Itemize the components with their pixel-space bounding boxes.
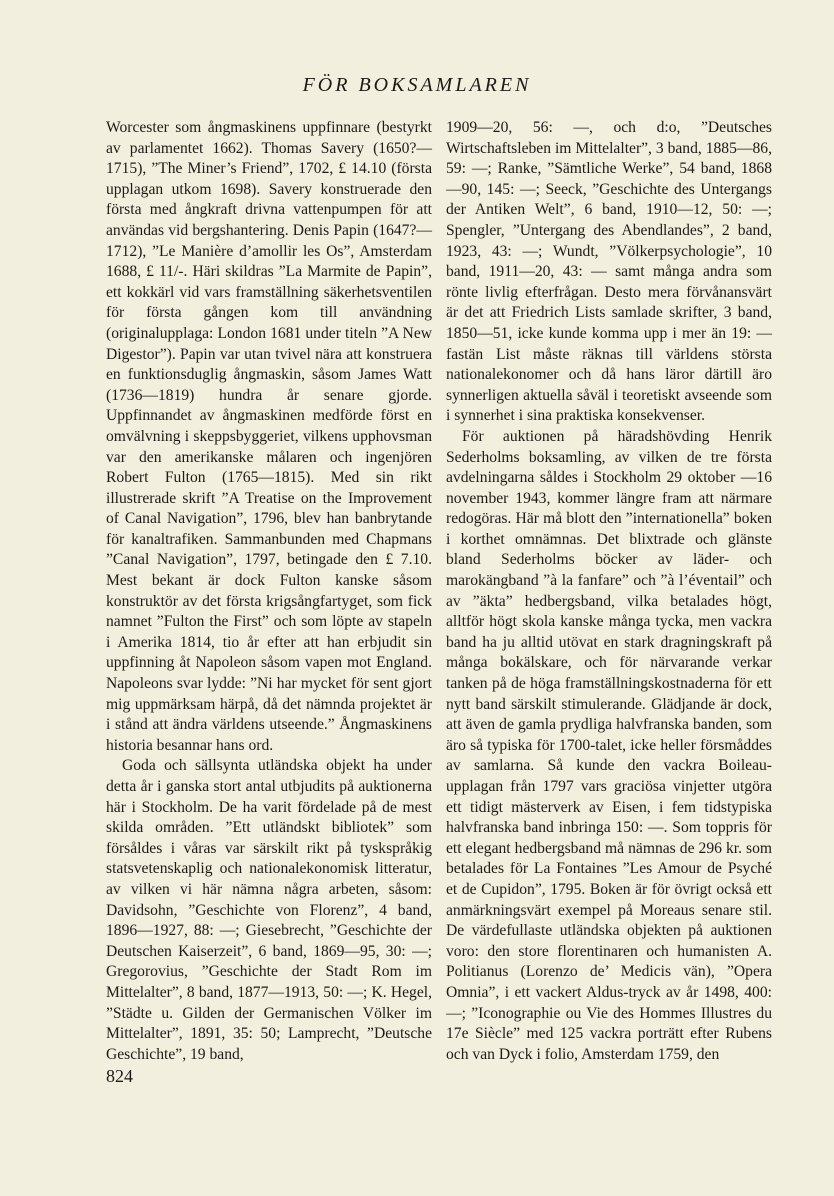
right-column [446,118,772,1065]
page-number: 824 [106,1066,133,1086]
paragraph: Worcester som ångmaskinens uppfinnare (bestyrkt av parlamentet 1662). Thomas Savery (1650?—1715), ”The Miner’s Friend”, 1702, £ 14.10 (första upplagan utkom 1698). Savery konstruerade den första med ångkraft drivna vattenpumpen för att användas vid bergshantering. Denis Papin (1647?—1712), ”Le Manière d’amollir les Os”, Amsterdam 1688, £ 11/-. Häri skildras ”La Marmite de Papin”, ett kokkärl vid vars framställning säkerhetsventilen för första gången kom till användning (originalupplaga: London 1681 under titeln ”A New Digestor”). Papin var utan tvivel nära att konstruera en funktionsduglig ångmaskin, såsom James Watt (1736—1819) hundra år senare gjorde. Uppfinnandet av ångmaskinen medförde först en omvälvning i skeppsbyggeriet, vilkens upphovsman var den amerikanske målaren och ingenjören Robert Fulton (1765—1815). Med sin rikt illustrerade skrift ”A Treatise on the Improvement of Canal Navigation”, 1796, blev han banbrytande för kanaltrafiken. Sammanbunden med Chapmans ”Canal Navigation”, 1797, betingade den £ 7.10. Mest bekant är dock Fulton kanske såsom konstruktör av det första krigsångfartyget, som fick namnet ”Fulton the First” och som löpte av stapeln i Amerika 1814, tio år efter att han erbjudit sin uppfinning åt Napoleon såsom vapen mot England. Napoleons svar lydde: ”Ni har mycket för sent gjort mig uppmärksam härpå, då det nämnda projektet är i stånd att ändra världens utseende.” Ångmaskinens historia besannar hans ord. [106,119,432,754]
left-column [106,118,432,1065]
paragraph: 1909—20, 56: —, och d:o, ”Deutsches Wirtschaftsleben im Mittelalter”, 3 band, 1885—86, 59: —; Ranke, ”Sämtliche Werke”, 54 band, 1868—90, 145: —; Seeck, ”Geschichte des Untergangs der Antiken Welt”, 6 band, 1910—12, 50: —; Spengler, ”Untergang des Abendlandes”, 2 band, 1923, 43: —; Wundt, ”Völkerpsychologie”, 10 band, 1911—20, 43: — samt många andra som rönte livlig efterfrågan. Desto mera förvånansvärt är det att Friedrich Lists samlade skrifter, 3 band, 1850—51, icke kunde komma upp i mer än 19: — fastän List måste räknas till världens största nationalekonomer och då hans läror därtill äro synnerligen aktuella såväl i teoretiskt avseende som i synnerhet i sina praktiska konsekvenser. [446,119,772,425]
paragraph: Goda och sällsynta utländska objekt ha under detta år i ganska stort antal utbjudits på auktionerna här i Stockholm. De ha varit fördelade på de mest skilda områden. ”Ett utländskt bibliotek” som försåldes i våras var särskilt rikt på tyskspråkig statsvetenskaplig och nationalekonomisk litteratur, av vilken vi här nämna några arbeten, såsom: Davidsohn, ”Geschichte von Florenz”, 4 band, 1896—1927, 88: —; Giesebrecht, ”Geschichte der Deutschen Kaiserzeit”, 6 band, 1869—95, 30: —; Gregorovius, ”Geschichte der Stadt Rom im Mittelalter”, 8 band, 1877—1913, 50: —; K. Hegel, ”Städte u. Gilden der Germanischen Völker im Mittelalter”, 1891, 35: 50; Lamprecht, ”Deutsche Geschichte”, 19 band, [106,757,432,1063]
paragraph: För auktionen på häradshövding Henrik Sederholms boksamling, av vilken de tre första avdelningarna såldes i Stockholm 29 oktober —16 november 1943, kommer längre fram att närmare redogöras. Här må blott den ”internationella” boken i korthet omnämnas. Det blixtrade och glänste bland Sederholms böcker av läder- och marokängband ”à la fanfare” och ”à l’éventail” och av ”äkta” hedbergsband, vilka betalades högt, alltför högt skola kanske många tycka, men vackra band ha ju alltid utövat en stark dragningskraft på många bokälskare, och för närvarande verkar tanken på de höga framställningskostnaderna för ett nytt band särskilt stimulerande. Glädjande är dock, att även de gamla prydliga halvfranska banden, som äro så typiska för 1700-talet, icke heller försmåddes av samlarna. Så kunde den vackra Boileau-upplagan från 1797 vars graciösa vinjetter utgöra ett tidigt mästerverk av Eisen, i fem tidstypiska halvfranska band inbringa 150: —. Som toppris för ett elegant hedbergsband må nämnas de 296 kr. som betalades för La Fontaines ”Les Amour de Psyché et de Cupidon”, 1795. Boken är för övrigt också ett anmärkningsvärt exempel på Moreaus senare stil. De värdefullaste utländska objekten på auktionen voro: den store florentinaren och humanisten A. Politianus (Lorenzo de’ Medicis vän), ”Opera Omnia”, i ett vackert Aldus-tryck av år 1498, 400: —; ”Iconographie ou Vie des Hommes Illustres du 17e Siècle” med 125 vackra porträtt efter Rubens och van Dyck i folio, Amsterdam 1759, den [446,427,772,1063]
running-header: FÖR BOKSAMLAREN [302,74,532,96]
